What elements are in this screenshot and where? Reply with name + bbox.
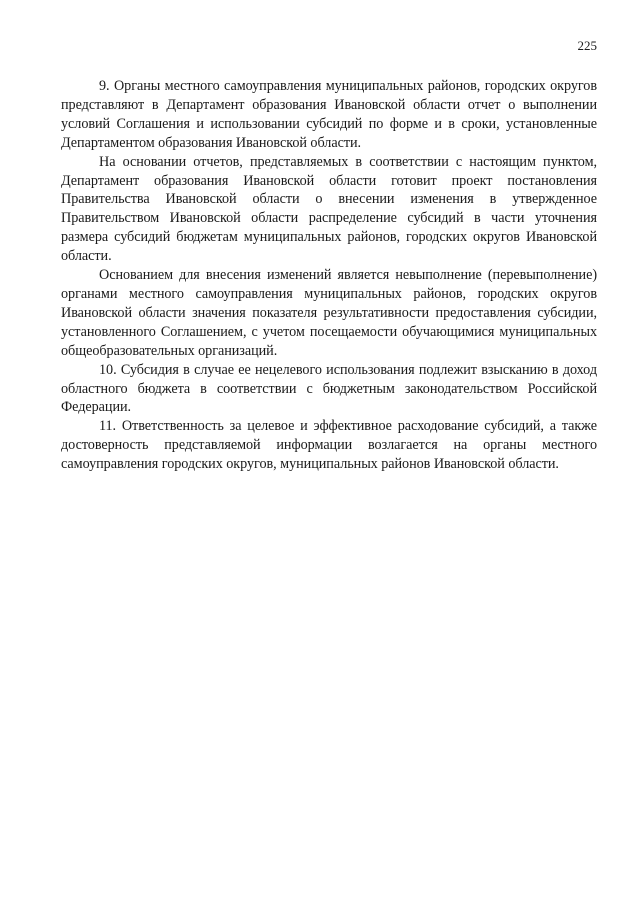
paragraph-change-grounds: Основанием для внесения изменений является невыполнение (перевыполнение) органами местного самоуправления муниципальных районов, городских округов Ивановской области значения показателя результативности предоставления субсидии, установленного Соглашением, с учетом посещаемости обучающимися муниципальных общеобразовательных организаций. (61, 267, 597, 359)
paragraph-reports-basis: На основании отчетов, представляемых в соответствии с настоящим пунктом, Департамент образования Ивановской области готовит проект постановления Правительства Ивановской области о внесении изменения в утвержденное Правительством Ивановской области распределение субсидий в части уточнения размера субсидий бюджетам муниципальных районов, городских округов Ивановской области. (61, 153, 597, 265)
paragraph-10: 10. Субсидия в случае ее нецелевого использования подлежит взысканию в доход областного бюджета в соответствии с бюджетным законодательством Российской Федерации. (61, 361, 597, 416)
document-body (61, 77, 597, 474)
paragraph-9: 9. Органы местного самоуправления муниципальных районов, городских округов представляют в Департамент образования Ивановской области отчет о выполнении условий Соглашения и использовании субсидий по форме и в сроки, установленные Департаментом образования Ивановской области. (61, 78, 597, 151)
page-number: 225 (577, 38, 597, 53)
paragraph-11: 11. Ответственность за целевое и эффективное расходование субсидий, а также достоверность представляемой информации возлагается на органы местного самоуправления городских округов, муниципальных районов Ивановской области. (61, 418, 597, 473)
